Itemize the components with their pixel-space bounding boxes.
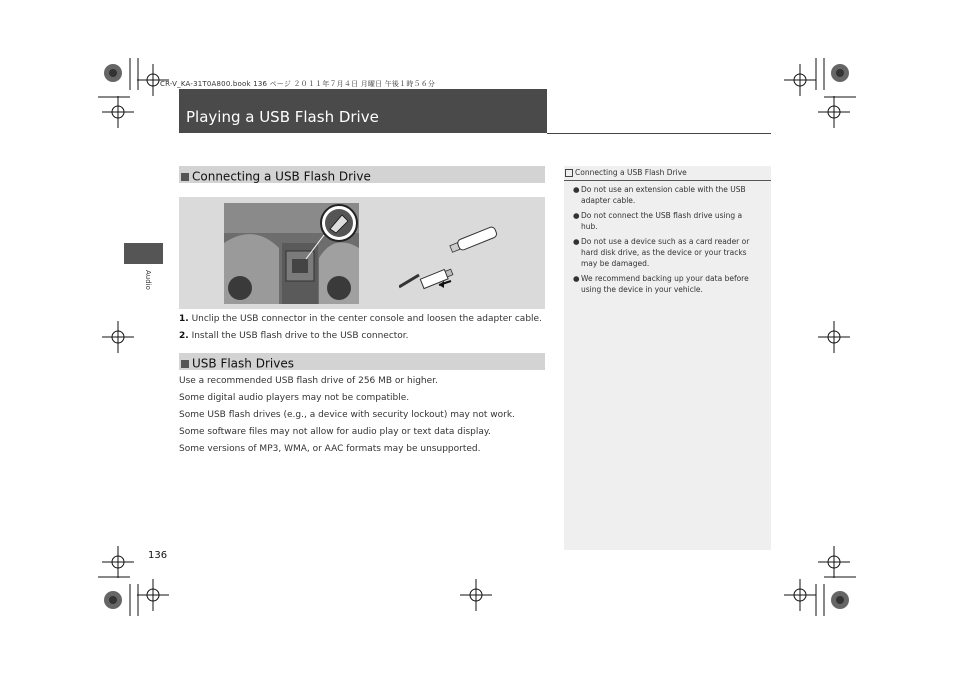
- reference-icon: [565, 169, 573, 177]
- side-bullet-text: Do not use a device such as a card reader or hard disk drive, as the device or your tracks may be damaged.: [581, 237, 750, 268]
- bullet-icon: ●: [573, 185, 580, 194]
- side-note-heading-text: Connecting a USB Flash Drive: [575, 168, 687, 177]
- console-photo: [224, 203, 359, 304]
- section-heading-text: USB Flash Drives: [192, 356, 294, 371]
- section-heading-text: Connecting a USB Flash Drive: [192, 169, 371, 184]
- side-note-heading: [565, 168, 687, 177]
- bullet-icon: ●: [573, 237, 580, 246]
- page-title: Playing a USB Flash Drive: [186, 108, 379, 126]
- section-heading-usb-drives: [179, 353, 545, 370]
- usb-drive-drawing: [399, 215, 509, 290]
- square-bullet-icon: [181, 173, 189, 181]
- paragraph: Some USB flash drives (e.g., a device with security lockout) may not work.: [179, 410, 515, 420]
- paragraph: Some digital audio players may not be compatible.: [179, 393, 410, 403]
- side-bullet: [573, 210, 756, 232]
- paragraph: Some software files may not allow for audio play or text data display.: [179, 427, 491, 437]
- paragraph: Some versions of MP3, WMA, or AAC formats may be unsupported.: [179, 444, 481, 454]
- side-bullet-text: Do not use an extension cable with the USB adapter cable.: [581, 185, 746, 205]
- bullet-icon: ●: [573, 274, 580, 283]
- side-bullet: [573, 184, 756, 206]
- step-text: Install the USB flash drive to the USB connector.: [191, 331, 409, 341]
- side-bullet-text: Do not connect the USB flash drive using a hub.: [581, 211, 743, 231]
- chapter-tab-label: Audio: [144, 270, 152, 290]
- print-header: CR-V_KA-31T0A800.book 136 ページ ２０１１年７月４日 月曜日 午後１時５６分: [160, 80, 436, 88]
- title-rule: [547, 133, 771, 134]
- step-number: 2.: [179, 331, 189, 341]
- section-heading-connecting: [179, 166, 545, 183]
- side-note-rule: [564, 180, 771, 181]
- step-1: [179, 314, 542, 324]
- chapter-tab: [124, 243, 163, 264]
- side-bullet-text: We recommend backing up your data before using the device in your vehicle.: [581, 274, 749, 294]
- illustration-box: [179, 197, 545, 309]
- bullet-icon: ●: [573, 211, 580, 220]
- side-bullet: [573, 236, 756, 269]
- paragraph: Use a recommended USB flash drive of 256 MB or higher.: [179, 376, 438, 386]
- side-bullet: [573, 273, 756, 295]
- square-bullet-icon: [181, 360, 189, 368]
- step-text: Unclip the USB connector in the center console and loosen the adapter cable.: [191, 314, 542, 324]
- page-number: 136: [148, 550, 168, 561]
- step-number: 1.: [179, 314, 189, 324]
- step-2: [179, 331, 409, 341]
